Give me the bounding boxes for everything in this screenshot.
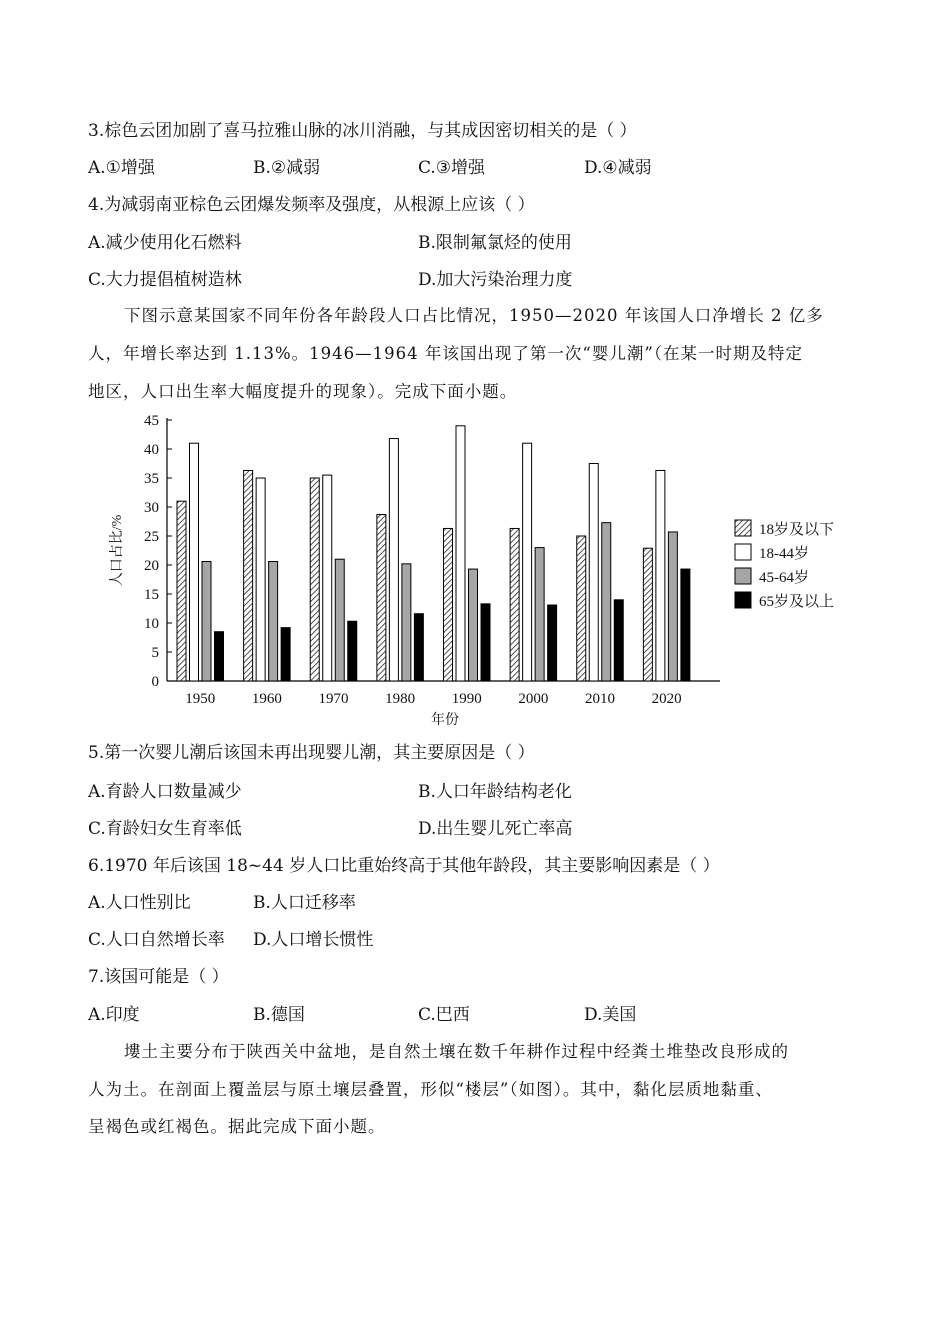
q7-option-b[interactable]: B.德国 [253, 1005, 305, 1025]
passage1-line-1: 下图示意某国家不同年份各年龄段人口占比情况，1950—2020 年该国人口净增长 2 亿多 [124, 306, 824, 325]
bar-1990-3 [481, 604, 490, 681]
y-tick-label: 45 [144, 413, 159, 429]
y-tick-label: 20 [144, 558, 159, 574]
q3-option-a[interactable]: A.①增强 [88, 158, 155, 178]
q3-stem: 3.棕色云团加剧了喜马拉雅山脉的冰川消融，与其成因密切相关的是（ ） [88, 121, 637, 141]
legend-swatch [735, 544, 751, 560]
q4-option-c[interactable]: C.大力提倡植树造林 [88, 270, 242, 290]
legend-swatch [735, 568, 751, 584]
y-tick-label: 40 [144, 442, 159, 458]
bar-1960-0 [244, 470, 253, 681]
q5-option-a[interactable]: A.育龄人口数量减少 [88, 782, 242, 802]
bar-1980-1 [389, 439, 398, 681]
x-tick-label: 1990 [451, 691, 482, 707]
legend-swatch [735, 520, 751, 536]
x-tick-label: 2000 [518, 691, 549, 707]
q4-option-a[interactable]: A.减少使用化石燃料 [88, 233, 242, 253]
y-axis-label: 人口占比/% [110, 514, 125, 587]
bar-1970-0 [310, 478, 319, 681]
y-tick-label: 15 [144, 587, 159, 603]
x-tick-label: 1970 [318, 691, 349, 707]
bar-2000-0 [510, 528, 519, 681]
q7-option-d[interactable]: D.美国 [584, 1005, 637, 1025]
q6-option-a[interactable]: A.人口性别比 [88, 893, 191, 913]
passage1-line-3: 地区，人口出生率大幅度提升的现象）。完成下面小题。 [88, 382, 518, 401]
bar-2020-3 [681, 569, 690, 681]
y-tick-label: 35 [144, 471, 159, 487]
q6-option-c[interactable]: C.人口自然增长率 [88, 930, 225, 950]
q3-option-c[interactable]: C.③增强 [418, 158, 486, 178]
bar-1950-0 [177, 501, 186, 681]
q7-option-a[interactable]: A.印度 [88, 1005, 140, 1025]
legend-label: 45-64岁 [759, 570, 809, 586]
q5-stem: 5.第一次婴儿潮后该国未再出现婴儿潮，其主要原因是（ ） [88, 743, 535, 763]
x-axis-label: 年份 [431, 713, 459, 728]
bar-1970-1 [323, 475, 332, 681]
bar-2010-2 [602, 523, 611, 681]
x-tick-label: 2020 [651, 691, 682, 707]
bar-1960-2 [269, 562, 278, 681]
q5-option-d[interactable]: D.出生婴儿死亡率高 [418, 819, 573, 839]
q4-stem: 4.为减弱南亚棕色云团爆发频率及强度，从根源上应该（ ） [88, 195, 535, 215]
bar-2000-1 [523, 443, 532, 681]
passage2-line-3: 呈褐色或红褐色。据此完成下面小题。 [88, 1117, 386, 1136]
q4-option-b[interactable]: B.限制氟氯烃的使用 [418, 233, 572, 253]
q3-option-b[interactable]: B.②减弱 [253, 158, 321, 178]
y-tick-label: 0 [151, 674, 159, 690]
y-tick-label: 30 [144, 500, 159, 516]
y-tick-label: 5 [151, 645, 159, 661]
q6-option-d[interactable]: D.人口增长惯性 [253, 930, 374, 950]
bar-1980-0 [377, 515, 386, 681]
bar-1980-3 [414, 614, 423, 681]
legend-label: 18岁及以下 [759, 522, 835, 538]
bar-2020-0 [643, 548, 652, 681]
y-tick-label: 10 [144, 616, 159, 632]
x-tick-label: 1950 [185, 691, 216, 707]
y-tick-label: 25 [144, 529, 159, 545]
q7-option-c[interactable]: C.巴西 [418, 1005, 470, 1025]
bar-1990-1 [456, 426, 465, 681]
q6-stem: 6.1970 年后该国 18~44 岁人口比重始终高于其他年龄段，其主要影响因素是（ ） [88, 856, 720, 876]
bar-1960-1 [256, 478, 265, 681]
bar-2010-3 [614, 600, 623, 681]
bar-2000-3 [548, 605, 557, 681]
bar-1970-2 [335, 559, 344, 681]
passage1-line-2: 人，年增长率达到 1.13%。1946—1964 年该国出现了第一次“婴儿潮”（在某一时期及特定 [88, 344, 804, 363]
x-tick-label: 1980 [385, 691, 416, 707]
legend-swatch [735, 592, 751, 608]
bar-1950-2 [202, 562, 211, 681]
q5-option-b[interactable]: B.人口年龄结构老化 [418, 782, 572, 802]
bar-2010-0 [577, 536, 586, 681]
x-tick-label: 1960 [251, 691, 282, 707]
q4-option-d[interactable]: D.加大污染治理力度 [418, 270, 573, 290]
q3-option-d[interactable]: D.④减弱 [584, 158, 652, 178]
bar-1980-2 [402, 564, 411, 681]
bar-1970-3 [348, 621, 357, 681]
legend-label: 18-44岁 [759, 546, 809, 562]
q7-stem: 7.该国可能是（ ） [88, 967, 229, 987]
bar-1990-2 [469, 569, 478, 681]
passage2-line-2: 人为土。在剖面上覆盖层与原土壤层叠置，形似“楼层”（如图）。其中，黏化层质地黏重、 [88, 1080, 773, 1099]
bar-2020-2 [668, 532, 677, 681]
passage2-line-1: 塿土主要分布于陕西关中盆地，是自然土壤在数千年耕作过程中经粪土堆垫改良形成的 [124, 1042, 789, 1061]
q6-option-b[interactable]: B.人口迁移率 [253, 893, 356, 913]
bar-1950-1 [190, 443, 199, 681]
bar-1990-0 [444, 528, 453, 681]
x-tick-label: 2010 [585, 691, 615, 707]
legend-label: 65岁及以上 [759, 594, 835, 610]
bar-1950-3 [215, 632, 224, 681]
bar-2020-1 [656, 470, 665, 681]
bar-1960-3 [281, 628, 290, 681]
q5-option-c[interactable]: C.育龄妇女生育率低 [88, 819, 242, 839]
population-age-chart [105, 405, 865, 730]
bar-2000-2 [535, 548, 544, 681]
bar-2010-1 [589, 464, 598, 682]
